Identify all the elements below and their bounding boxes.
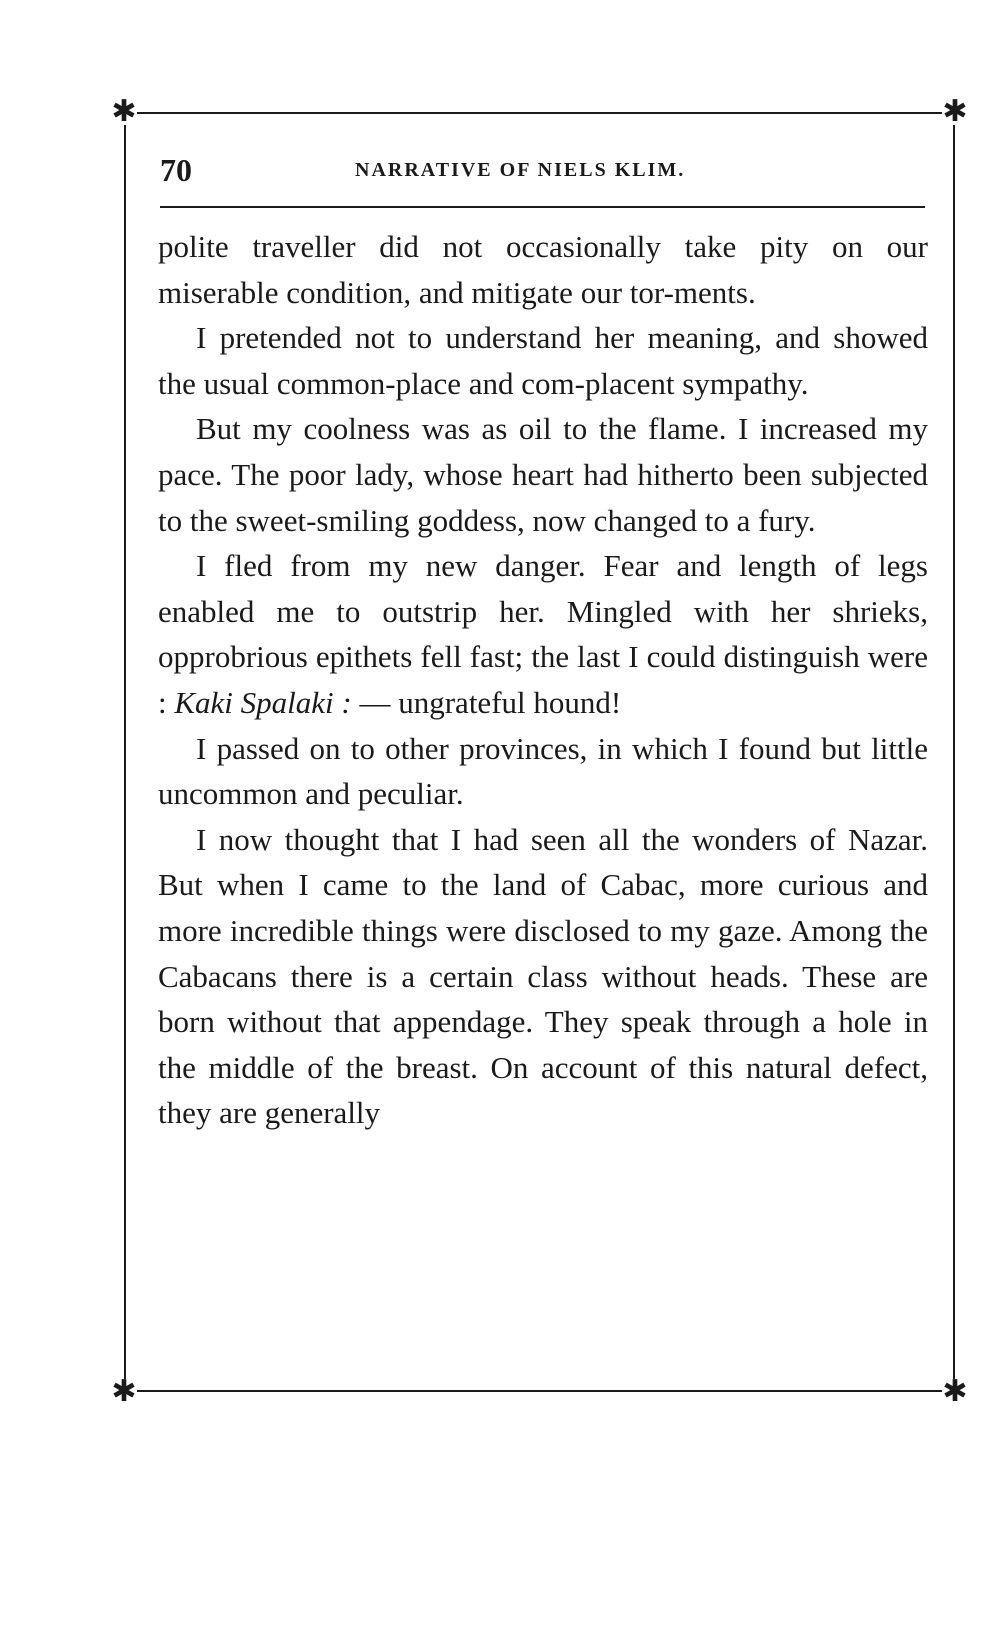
- corner-ornament-icon: ✱: [111, 94, 137, 129]
- corner-ornament-icon: ✱: [111, 1374, 137, 1409]
- paragraph: polite traveller did not occasionally take pity on our miserable condition, and mitigate our tor-ments.: [158, 229, 928, 310]
- body-text: [158, 224, 928, 1136]
- corner-ornament-icon: ✱: [942, 94, 968, 129]
- corner-ornament-icon: ✱: [942, 1374, 968, 1409]
- page-number: 70: [160, 152, 192, 188]
- paragraph: I pretended not to understand her meaning, and showed the usual common-place and com-placent sympathy.: [158, 320, 928, 401]
- italic-phrase: Kaki Spalaki :: [174, 684, 352, 720]
- paragraph: But my coolness was as oil to the flame. I increased my pace. The poor lady, whose heart had hitherto been subjected to the sweet-smiling goddess, now changed to a fury.: [158, 411, 928, 538]
- header-rule: [160, 206, 925, 208]
- paragraph-text: — ungrateful hound!: [359, 684, 622, 720]
- running-head: [160, 150, 925, 190]
- paragraph: [158, 543, 928, 725]
- paragraph: I passed on to other provinces, in which I found but little uncommon and peculiar.: [158, 730, 928, 812]
- paragraph: I now thought that I had seen all the wonders of Nazar. But when I came to the land of Cabac, more curious and more incredible things were disclosed to my gaze. Among the Cabacans there is a certain class without heads. These are born without that appendage. They speak through a hole in the middle of the breast. On account of this natural defect, they are generally: [158, 821, 928, 1131]
- paragraph-text: I fled from my new danger. Fear and length of legs enabled me to outstrip her. Mingled with her shrieks, opprobrious epithets fell fast; the last I could distinguish were :: [158, 548, 928, 720]
- running-title: NARRATIVE OF NIELS KLIM.: [355, 159, 686, 181]
